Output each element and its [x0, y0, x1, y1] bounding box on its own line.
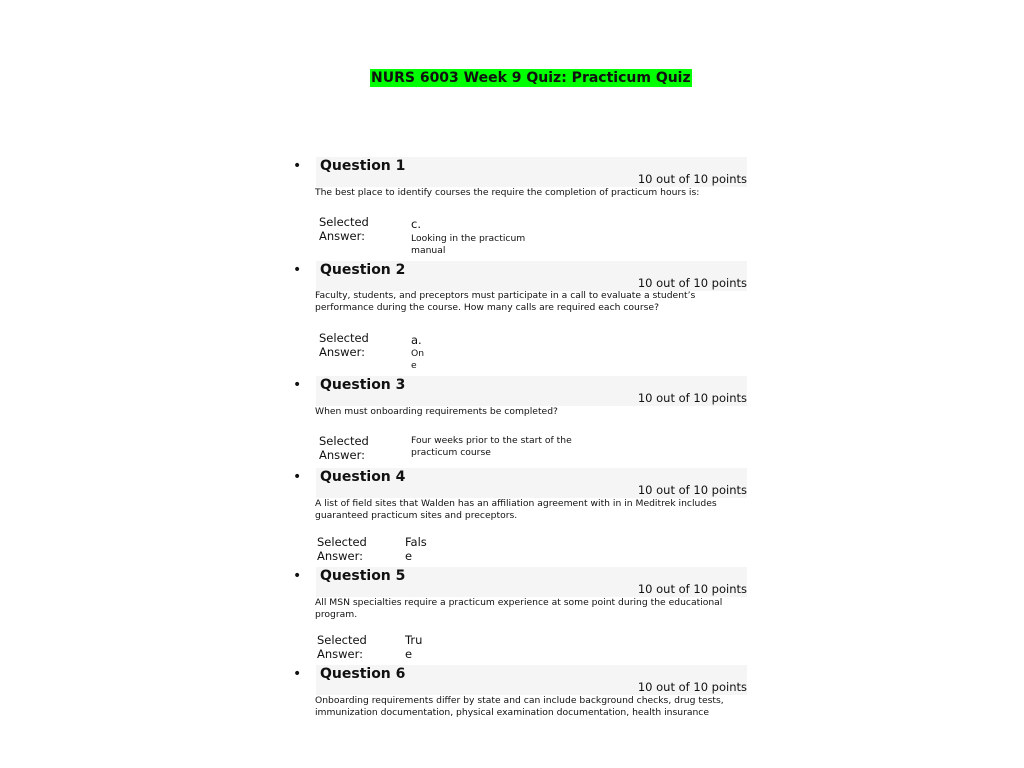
question-header	[316, 468, 747, 498]
question-title: Question 5	[320, 568, 406, 584]
answer-letter: c.	[411, 217, 421, 231]
selected-answer-label: Selected Answer:	[317, 535, 367, 563]
question-title: Question 1	[320, 158, 406, 174]
question-header	[316, 157, 747, 187]
bullet: •	[293, 469, 302, 485]
question-header	[316, 261, 747, 291]
bullet: •	[293, 158, 302, 174]
selected-answer-label: Selected Answer:	[317, 633, 367, 661]
selected-answer-label: Selected Answer:	[319, 331, 369, 359]
question-text: Faculty, students, and preceptors must participate in a call to evaluate a student’s performance during the course. How many calls are required each course?	[315, 290, 696, 313]
bullet: •	[293, 262, 302, 278]
question-title: Question 4	[320, 469, 406, 485]
selected-answer-label: Selected Answer:	[319, 215, 369, 243]
question-title: Question 3	[320, 377, 406, 393]
answer-text: On e	[411, 348, 425, 371]
bullet: •	[293, 568, 302, 584]
bullet: •	[293, 666, 302, 682]
question-text: All MSN specialties require a practicum experience at some point during the educational program.	[315, 597, 723, 620]
question-title: Question 2	[320, 262, 406, 278]
answer-letter: a.	[411, 333, 422, 347]
question-text: The best place to identify courses the require the completion of practicum hours is:	[315, 187, 700, 198]
bullet: •	[293, 377, 302, 393]
document-title: NURS 6003 Week 9 Quiz: Practicum Quiz	[371, 70, 691, 86]
question-text: Onboarding requirements differ by state and can include background checks, drug tests, immunization documentation, physical examination documentation, health insurance	[315, 695, 724, 718]
question-header	[316, 567, 747, 597]
question-title: Question 6	[320, 666, 406, 682]
question-header	[316, 376, 747, 406]
selected-answer-label: Selected Answer:	[319, 434, 369, 462]
question-points: 10 out of 10 points	[637, 391, 747, 405]
question-text: When must onboarding requirements be completed?	[315, 406, 558, 417]
answer-text: Four weeks prior to the start of the practicum course	[411, 435, 572, 458]
question-points: 10 out of 10 points	[637, 582, 747, 596]
answer-text: Tru e	[405, 633, 423, 661]
question-header	[316, 665, 747, 695]
question-text: A list of field sites that Walden has an affiliation agreement with in in Meditrek includes guaranteed practicum sites and preceptors.	[315, 498, 717, 521]
answer-text: Looking in the practicum manual	[411, 233, 526, 256]
question-points: 10 out of 10 points	[637, 276, 747, 290]
question-points: 10 out of 10 points	[637, 680, 747, 694]
answer-text: Fals e	[405, 535, 427, 563]
question-points: 10 out of 10 points	[637, 172, 747, 186]
question-points: 10 out of 10 points	[637, 483, 747, 497]
